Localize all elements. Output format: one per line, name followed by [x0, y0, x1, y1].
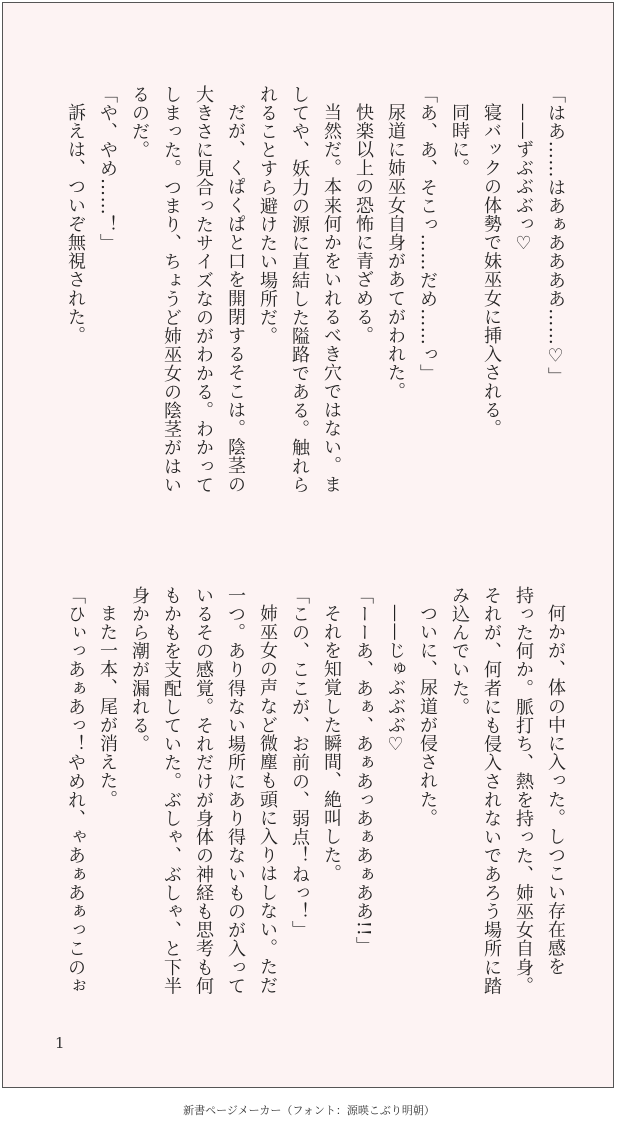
- text-line: しまった。つまり、ちょうど姉巫女の陰茎がはい: [161, 85, 182, 495]
- text-line: 「この、ここが、お前の、弱点！ねっ！」: [289, 586, 310, 940]
- text-line: 当然だ。本来何かをいれるべき穴ではない。ま: [321, 103, 342, 494]
- text-line: 「ーーあ、あぁ、あぁあっあぁあぁああ!!」: [353, 586, 374, 956]
- text-line: もかもを支配していた。ぶしゃ、ぶしゃ、と下半: [161, 586, 182, 996]
- text-line: 身から潮が漏れる。: [129, 586, 150, 754]
- text-line: 同時に。: [449, 103, 470, 178]
- text-line: 「あ、あ、そこっ……だめ……っ」: [417, 85, 438, 383]
- text-line: れることすら避けたい場所だ。: [257, 85, 278, 346]
- text-line: ——じゅぶぶぶ♡: [385, 604, 406, 756]
- text-line: 持った何か。脈打ち、熱を持った、姉巫女自身。: [513, 586, 534, 996]
- text-line: 快楽以上の恐怖に青ざめる。: [353, 103, 374, 345]
- text-line: 「ひぃっあぁあっ！やめれ、ゃあぁあぁっこのぉ: [65, 586, 86, 996]
- text-line: み込んでいた。: [449, 586, 470, 717]
- text-line: だが、くぱくぱと口を開閉するそこは。陰茎の: [225, 103, 246, 494]
- text-line: ついに、尿道が侵された。: [417, 604, 438, 828]
- text-line: 尿道に姉巫女自身があてがわれた。: [385, 103, 406, 401]
- text-line: それが、何者にも侵入されないであろう場所に踏: [481, 586, 502, 996]
- text-line: 寝バックの体勢で妹巫女に挿入される。: [481, 103, 502, 438]
- page-number: 1: [55, 1034, 65, 1052]
- text-line: 何かが、体の中に入った。しつこい存在感を: [545, 604, 566, 976]
- text-line: るのだ。: [129, 85, 150, 160]
- text-line: 姉巫女の声など微塵も頭に入りはしない。ただ: [257, 604, 278, 995]
- text-line: 一つ。あり得ない場所にあり得ないものが入って: [225, 586, 246, 996]
- upper-text-block: [59, 85, 571, 565]
- text-line: また一本、尾が消えた。: [97, 604, 118, 809]
- text-line: してや、妖力の源に直結した隘路である。触れら: [289, 85, 310, 495]
- manuscript-page: [2, 2, 614, 1088]
- footer-credit: 新書ページメーカー（フォント：源暎こぶり明朝）: [183, 1104, 435, 1117]
- text-line: ——ずぶぶぶっ♡: [513, 103, 534, 255]
- text-line: 「はあ……はあぁああああ……♡」: [545, 85, 566, 386]
- text-line: いるその感覚。それだけが身体の神経も思考も何: [193, 586, 214, 996]
- lower-text-block: [59, 586, 571, 996]
- text-line: 「や、やめ……！」: [97, 85, 118, 253]
- text-line: 大きさに見合ったサイズなのがわかる。わかって: [193, 85, 214, 495]
- text-line: 訴えは、ついぞ無視された。: [65, 103, 86, 345]
- text-line: それを知覚した瞬間、絶叫した。: [321, 604, 342, 883]
